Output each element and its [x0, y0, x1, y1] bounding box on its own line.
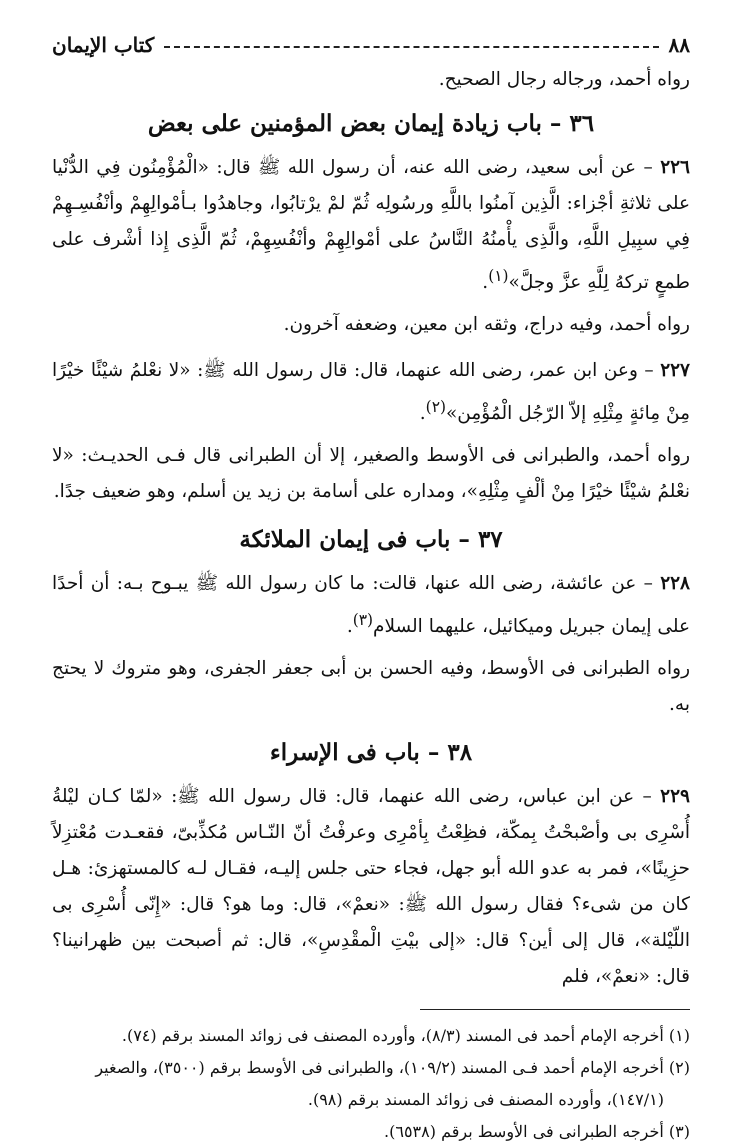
hadith-number: ٢٢٧	[660, 360, 690, 382]
hadith-228: ٢٢٨ – عن عائشة، رضى الله عنها، قالت: ما كان رسول الله ﷺ يبـوح بـه: أن أحدًا على إيمان جبريل وميكائيل، عليهما السلام$^{(٣)}$.	[52, 573, 690, 638]
footnote-ref: (١)	[488, 267, 509, 285]
hadith-226: ٢٢٦ – عن أبى سعيد، رضى الله عنه، أن رسول الله ﷺ قال: «الْمُؤْمِنُون فِي الدُّنْيا على ثلاثةِ أجْزاء: الَّذِين آمنُوا باللَّهِ ورسُولِه ثُمّ لمْ يرْتابُوا، وجاهدُوا بـأمْوالِهِمْ وأنْفُسِـهِمْ فِي سبِيلِ اللَّهِ، والَّذِى يأْمنُهُ النَّاسُ على أمْوالِهِمْ وأنْفُسِهِمْ، ثُمّ الَّذِى إِذا أشْرف على طمعٍ تركهُ لِلَّهِ عزَّ وجلَّ»$^{(١)}$.	[52, 157, 690, 294]
footnote-2-continued: (١٤٧/١)، وأورده المصنف فى زوائد المسند برقم (٩٨).	[307, 1090, 664, 1110]
footnote-ref: (٣)	[352, 611, 374, 630]
hadith-227-source: رواه أحمد، والطبرانى فى الأوسط والصغير، إلا أن الطبرانى قال فـى الحديـث: «لا نعْلمُ شيْئًا خيْرًا مِنْ ألْفٍ مِثْلِهِ»، ومداره على أسامة بن زيد ين أسلم، وهو ضعيف جدًا.	[52, 445, 690, 503]
hadith-text: – عن ابن عباس، رضى الله عنهما، قال: قال رسول الله ﷺ: «لمّا كـان ليْلةُ أُسْرِى بى وأصْبحْتُ بِمكّة، فظِعْتُ بِأمْرِى وعرفْتُ أنّ النّـاس مُكذِّبىّ، فقعـدت مُعْتزِلاً حزِينًا»، فمر به عدو الله أبو جهل، فجاء حتى جلس إليـه، فقـال لـه كالمستهزئ: هـل كان من شىء؟ فقال رسول الله ﷺ: «نعمْ»، قال: وما هو؟ قال: «إِنّى أُسْرِى بى اللّيْلة»، قال إلى أين؟ قال: «إلى بيْتِ الْمقْدِسِ»، قال: ثم أصبحت بين ظهرانينا؟ قال: «نعمْ»، فلم	[52, 786, 690, 988]
footnotes-separator	[420, 1009, 690, 1010]
chapter-37-title: ٣٧ – باب فى إيمان الملائكة	[239, 526, 503, 554]
hadith-227: ٢٢٧ – وعن ابن عمر، رضى الله عنهما، قال: قال رسول الله ﷺ: «لا نعْلمُ شيْئًا خيْرًا مِنْ مِائةٍ مِثْلِهِ إلاّ الرّجُل الْمُؤْمِن»$^{(٢)}$.	[52, 360, 690, 425]
hadith-number: ٢٢٩	[660, 786, 690, 808]
book-title: كتاب الإيمان	[52, 33, 155, 57]
page-number: ٨٨	[668, 33, 690, 57]
hadith-text: – عن عائشة، رضى الله عنها، قالت: ما كان رسول الله ﷺ يبـوح بـه: أن أحدًا على إيمان جبريل وميكائيل، عليهما السلام	[52, 573, 690, 638]
hadith-228-source: رواه الطبرانى فى الأوسط، وفيه الحسن بن أبى جعفر الجفرى، وهو متروك لا يحتج به.	[52, 658, 690, 716]
footnote-ref: (٢)	[425, 398, 446, 417]
footnotes	[52, 1020, 690, 1148]
hadith-226-source: رواه أحمد، وفيه دراج، وثقه ابن معين، وضعفه آخرون.	[283, 314, 690, 336]
hadith-text: – عن أبى سعيد، رضى الله عنه، أن رسول الله ﷺ قال: «الْمُؤْمِنُون فِي الدُّنْيا على ثلاثةِ أجْزاء: الَّذِين آمنُوا باللَّهِ ورسُولِه ثُمّ لمْ يرْتابُوا، وجاهدُوا بـأمْوالِهِمْ وأنْفُسِـهِمْ فِي سبِيلِ اللَّهِ، والَّذِى يأْمنُهُ النَّاسُ على أمْوالِهِمْ وأنْفُسِهِمْ، ثُمّ الَّذِى إِذا أشْرف على طمعٍ تركهُ لِلَّهِ عزَّ وجلَّ»	[52, 157, 690, 294]
footnote-3: (٣) أخرجه الطبرانى فى الأوسط برقم (٦٥٣٨).	[384, 1122, 690, 1142]
hadith-number: ٢٢٨	[660, 573, 690, 595]
chapter-38-title: ٣٨ – باب فى الإسراء	[269, 739, 473, 767]
hadith-text: – وعن ابن عمر، رضى الله عنهما، قال: قال رسول الله ﷺ: «لا نعْلمُ شيْئًا خيْرًا مِنْ مِائةٍ مِثْلِهِ إلاّ الرّجُل الْمُؤْمِن»	[52, 360, 690, 425]
header-divider	[164, 46, 658, 48]
hadith-229	[52, 779, 690, 995]
chapter-36-title: ٣٦ – باب زيادة إيمان بعض المؤمنين على بعض	[147, 110, 595, 137]
footnote-1: (١) أخرجه الإمام أحمد فى المسند (٨/٣)، وأورده المصنف فى زوائد المسند برقم (٧٤).	[121, 1026, 690, 1046]
hadith-number: ٢٢٦	[660, 157, 690, 178]
footnote-2: (٢) أخرجه الإمام أحمد فـى المسند (١٠٩/٢)، والطبرانى فى الأوسط برقم (٣٥٠٠)، والصغير	[95, 1058, 690, 1078]
page-header	[52, 28, 690, 62]
intro-line: رواه أحمد، ورجاله رجال الصحيح.	[438, 69, 690, 90]
